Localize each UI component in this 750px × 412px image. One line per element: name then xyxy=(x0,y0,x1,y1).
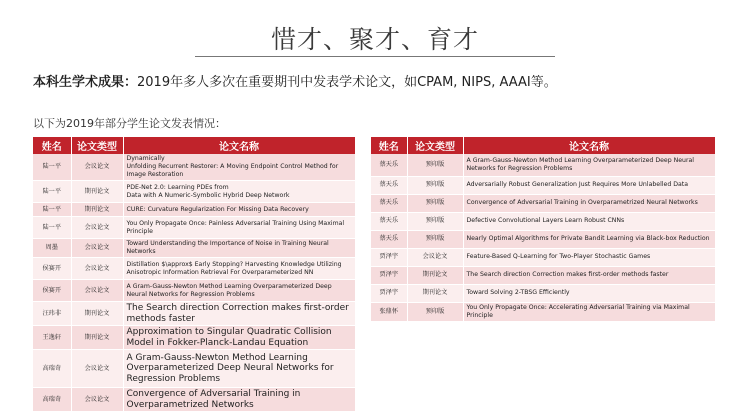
cell-paper-type: 会议论文 xyxy=(71,154,123,181)
cell-author: 陆一平 xyxy=(33,181,71,203)
cell-author: 蔡天乐 xyxy=(371,176,407,194)
cell-paper-title: Dynamically Unfolding Recurrent Restorer: A Moving Endpoint Control Method for Image Restoration xyxy=(123,154,355,181)
table-row xyxy=(33,388,355,412)
table-row xyxy=(33,302,355,326)
cell-paper-title: A Gram-Gauss-Newton Method Learning Overparameterized Deep Neural Networks for Regression Problems xyxy=(463,154,715,176)
header-name: 姓名 xyxy=(33,137,71,154)
table-row xyxy=(33,326,355,350)
cell-paper-title: Convergence of Adversarial Training in Overparametrized Networks xyxy=(123,388,355,412)
right-paper-table xyxy=(371,137,716,322)
header-type: 论文类型 xyxy=(71,137,123,154)
cell-author: 侯赛开 xyxy=(33,280,71,302)
results-text: 2019年多人多次在重要期刊中发表学术论文，如CPAM, NIPS, AAAI等。 xyxy=(137,75,557,90)
cell-paper-type: 预印版 xyxy=(407,154,463,176)
table-row xyxy=(371,194,715,212)
cell-paper-title: Nearly Optimal Algorithms for Private Bandit Learning via Black-box Reduction xyxy=(463,230,715,248)
cell-author: 陆一平 xyxy=(33,203,71,217)
cell-paper-title: Toward Understanding the Importance of Noise in Training Neural Networks xyxy=(123,239,355,258)
table-row xyxy=(33,258,355,280)
cell-author: 陆一平 xyxy=(33,217,71,239)
table-row xyxy=(371,176,715,194)
cell-paper-type: 会议论文 xyxy=(71,258,123,280)
cell-paper-title: Approximation to Singular Quadratic Collision Model in Fokker-Planck-Landau Equation xyxy=(123,326,355,350)
cell-paper-type: 预印版 xyxy=(407,194,463,212)
cell-author: 王逸轩 xyxy=(33,326,71,350)
cell-author: 蔡天乐 xyxy=(371,154,407,176)
table-row xyxy=(33,154,355,181)
cell-author: 侯赛开 xyxy=(33,258,71,280)
header-type: 论文类型 xyxy=(407,137,463,154)
cell-paper-title: Toward Solving 2-TBSG Efficiently xyxy=(463,284,715,302)
table-row xyxy=(33,181,355,203)
cell-author: 周墨 xyxy=(33,239,71,258)
table-row xyxy=(371,266,715,284)
cell-paper-type: 期刊论文 xyxy=(71,203,123,217)
cell-paper-title: Defective Convolutional Layers Learn Robust CNNs xyxy=(463,212,715,230)
cell-paper-type: 会议论文 xyxy=(407,248,463,266)
cell-paper-title: The Search direction Correction makes first-order methods faster xyxy=(463,266,715,284)
left-paper-table xyxy=(33,137,356,412)
cell-paper-type: 预印版 xyxy=(407,212,463,230)
page-title: 惜才、聚才、育才 xyxy=(270,25,479,54)
table-row xyxy=(371,230,715,248)
cell-paper-title: Distillation $\approx$ Early Stopping? Harvesting Knowledge Utilizing Anisotropic Information Retrieval For Overparameterized NN xyxy=(123,258,355,280)
intro-text: 以下为2019年部分学生论文发表情况： xyxy=(33,117,226,130)
cell-paper-type: 预印版 xyxy=(407,302,463,321)
cell-paper-type: 会议论文 xyxy=(71,217,123,239)
cell-paper-title: You Only Propagate Once: Painless Adversarial Training Using Maximal Principle xyxy=(123,217,355,239)
table-row xyxy=(371,248,715,266)
cell-author: 贾泽宇 xyxy=(371,284,407,302)
table-row xyxy=(33,239,355,258)
header-name: 姓名 xyxy=(371,137,407,154)
cell-paper-title: Feature-Based Q-Learning for Two-Player Stochastic Games xyxy=(463,248,715,266)
cell-author: 贾泽宇 xyxy=(371,266,407,284)
header-title: 论文名称 xyxy=(123,137,355,154)
cell-author: 贾泽宇 xyxy=(371,248,407,266)
cell-paper-type: 会议论文 xyxy=(71,388,123,412)
cell-paper-type: 会议论文 xyxy=(71,239,123,258)
cell-author: 陆一平 xyxy=(33,154,71,181)
cell-paper-type: 会议论文 xyxy=(71,280,123,302)
cell-paper-title: Convergence of Adversarial Training in Overparametrized Neural Networks xyxy=(463,194,715,212)
cell-author: 汪玮非 xyxy=(33,302,71,326)
table-row xyxy=(33,280,355,302)
cell-paper-title: Adversarially Robust Generalization Just Requires More Unlabelled Data xyxy=(463,176,715,194)
cell-paper-type: 期刊论文 xyxy=(407,266,463,284)
table-row xyxy=(371,284,715,302)
cell-paper-type: 期刊论文 xyxy=(71,326,123,350)
cell-author: 蔡天乐 xyxy=(371,212,407,230)
cell-paper-type: 预印版 xyxy=(407,230,463,248)
table-row xyxy=(371,154,715,176)
cell-paper-type: 期刊论文 xyxy=(407,284,463,302)
table-row xyxy=(371,212,715,230)
cell-paper-type: 预印版 xyxy=(407,176,463,194)
cell-author: 高瑞奇 xyxy=(33,388,71,412)
cell-paper-title: PDE-Net 2.0: Learning PDEs from Data with A Numeric-Symbolic Hybrid Deep Network xyxy=(123,181,355,203)
table-header-row xyxy=(33,137,355,154)
table-row xyxy=(33,203,355,217)
cell-paper-title: The Search direction Correction makes first-order methods faster xyxy=(123,302,355,326)
table-row xyxy=(33,217,355,239)
cell-author: 蔡天乐 xyxy=(371,194,407,212)
table-row xyxy=(371,302,715,321)
header-title: 论文名称 xyxy=(463,137,715,154)
cell-author: 蔡天乐 xyxy=(371,230,407,248)
cell-paper-title: A Gram-Gauss-Newton Method Learning Overparameterized Deep Neural Networks for Regression Problems xyxy=(123,350,355,388)
results-label: 本科生学术成果： xyxy=(33,75,138,90)
cell-paper-title: You Only Propagate Once: Accelerating Adversarial Training via Maximal Principle xyxy=(463,302,715,321)
cell-paper-title: CURE: Curvature Regularization For Missing Data Recovery xyxy=(123,203,355,217)
cell-paper-type: 期刊论文 xyxy=(71,302,123,326)
title-underline xyxy=(195,56,555,57)
table-header-row xyxy=(371,137,715,154)
cell-author: 张鼎怀 xyxy=(371,302,407,321)
table-row xyxy=(33,350,355,388)
cell-paper-title: A Gram-Gauss-Newton Method Learning Overparameterized Deep Neural Networks for Regression Problems xyxy=(123,280,355,302)
cell-paper-type: 期刊论文 xyxy=(71,181,123,203)
cell-author: 高瑞奇 xyxy=(33,350,71,388)
cell-paper-type: 会议论文 xyxy=(71,350,123,388)
results-summary xyxy=(33,71,733,90)
